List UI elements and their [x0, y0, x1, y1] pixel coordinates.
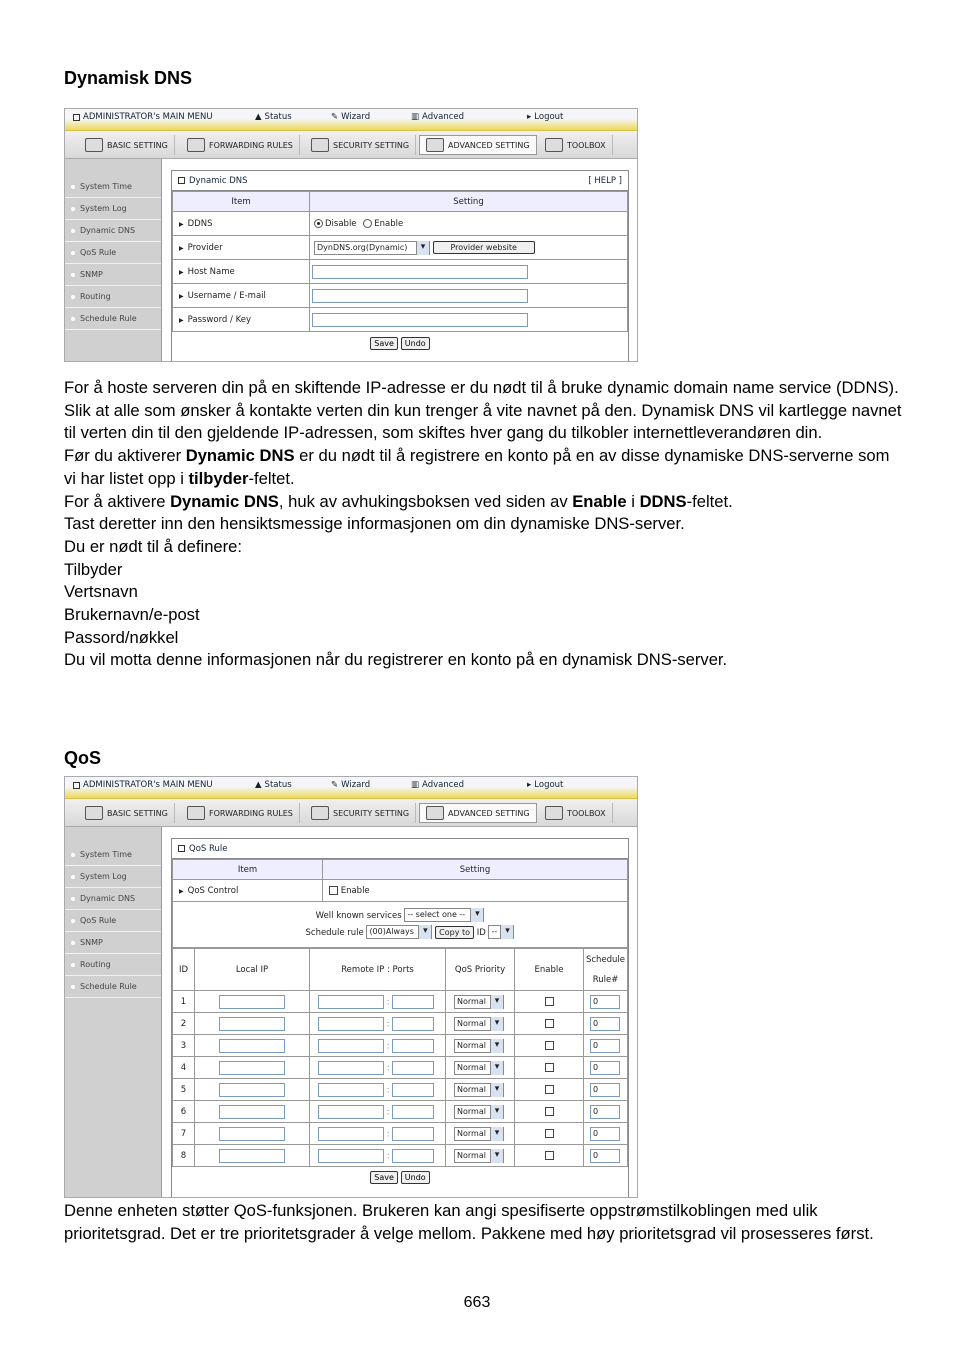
advanced-icon: ▥	[411, 112, 420, 122]
priority-select[interactable]: Normal ▾	[454, 1083, 504, 1097]
wizard-icon: ✎	[331, 112, 339, 122]
row-enable-checkbox[interactable]	[545, 1063, 554, 1072]
col-setting: Setting	[310, 192, 628, 212]
undo-button[interactable]: Undo	[401, 337, 430, 350]
basic-setting-icon	[85, 138, 103, 152]
remote-ip-input[interactable]	[318, 1105, 384, 1119]
remote-ip-input[interactable]	[318, 1039, 384, 1053]
local-ip-input[interactable]	[219, 1105, 285, 1119]
arrow-icon: ▸	[527, 780, 532, 790]
qos-screenshot	[64, 776, 638, 1198]
bullet-icon	[71, 295, 75, 299]
username-input[interactable]	[312, 289, 528, 303]
provider-row-label: ▶ Provider	[173, 236, 310, 260]
sidebar	[65, 827, 162, 1197]
ddns-screenshot	[64, 108, 638, 362]
advanced-link[interactable]: ▥ Advanced	[411, 112, 465, 122]
sidebar-item-system-time[interactable]: System Time	[65, 176, 161, 198]
tab-security-setting[interactable]: SECURITY SETTING	[305, 135, 416, 155]
toolbox-icon	[545, 138, 563, 152]
col-item: Item	[173, 860, 323, 880]
tab-forwarding-rules[interactable]: FORWARDING RULES	[181, 135, 300, 155]
rule-number-input[interactable]: 0	[590, 1039, 620, 1053]
schedule-rule-label: Schedule rule	[305, 927, 364, 938]
bullet-icon	[71, 963, 75, 967]
sidebar	[65, 159, 162, 361]
remote-port-input[interactable]	[392, 1149, 434, 1163]
logout-link[interactable]: ▸ Logout	[527, 112, 564, 122]
table-row: 8 : Normal ▾ 0	[173, 1145, 628, 1167]
bullet-icon	[71, 185, 75, 189]
ddns-table: Item Setting ▶ DDNS Disable Enable ▶ Provider DynDNS.org(Dynamic) ▾ Provider website ▶ Host Name ▶ Username / E-mail ▶ Password / Key	[172, 191, 628, 332]
arrow-icon: ▶	[179, 887, 184, 895]
rule-number-input[interactable]: 0	[590, 1017, 620, 1031]
col-remote: Remote IP : Ports	[310, 949, 446, 991]
status-link[interactable]: ▲ Status	[255, 112, 292, 122]
sidebar-item-routing[interactable]: Routing	[65, 954, 161, 976]
menu-icon	[73, 114, 80, 121]
ddns-panel-title: Dynamic DNS [ HELP ]	[172, 171, 628, 191]
provider-select[interactable]: DynDNS.org(Dynamic) ▾	[314, 241, 430, 255]
remote-port-input[interactable]	[392, 1083, 434, 1097]
qos-control-table: Item Setting ▶ QoS Control Enable Well known services -- select one -- ▾ Schedule rule (00)Always ▾ Copy to ID -- ▾	[172, 859, 628, 948]
remote-port-input[interactable]	[392, 1105, 434, 1119]
help-link[interactable]: [ HELP ]	[588, 175, 622, 186]
save-button[interactable]: Save	[370, 1171, 398, 1184]
ddns-row-label: ▶ DDNS	[173, 212, 310, 236]
col-item: Item	[173, 192, 310, 212]
sidebar-item-dynamic-dns[interactable]: Dynamic DNS	[65, 220, 161, 242]
status-icon: ▲	[255, 112, 262, 122]
section-heading-ddns: Dynamisk DNS	[64, 68, 193, 88]
logout-link[interactable]: ▸ Logout	[527, 780, 564, 790]
remote-port-input[interactable]	[392, 995, 434, 1009]
well-known-select[interactable]: -- select one -- ▾	[404, 908, 484, 922]
arrow-icon: ▸	[527, 112, 532, 122]
row-enable-checkbox[interactable]	[545, 1151, 554, 1160]
tab-advanced-setting[interactable]: ADVANCED SETTING	[419, 135, 537, 155]
menu-icon	[73, 782, 80, 789]
tab-advanced-setting[interactable]: ADVANCED SETTING	[419, 803, 537, 823]
sidebar-item-schedule-rule[interactable]: Schedule Rule	[65, 308, 161, 330]
bullet-icon	[71, 941, 75, 945]
sidebar-item-schedule-rule[interactable]: Schedule Rule	[65, 976, 161, 998]
local-ip-input[interactable]	[219, 1149, 285, 1163]
row-id: 2	[173, 1013, 195, 1035]
row-enable-checkbox[interactable]	[545, 1019, 554, 1028]
sidebar-item-qos-rule[interactable]: QoS Rule	[65, 242, 161, 264]
password-label: ▶ Password / Key	[173, 308, 310, 332]
col-setting: Setting	[323, 860, 628, 880]
arrow-icon: ▶	[179, 292, 184, 300]
tab-basic-setting[interactable]: BASIC SETTING	[79, 135, 175, 155]
local-ip-input[interactable]	[219, 1127, 285, 1141]
priority-select[interactable]: Normal ▾	[454, 995, 504, 1009]
row-enable-checkbox[interactable]	[545, 1107, 554, 1116]
qos-panel-title: QoS Rule	[172, 839, 628, 859]
save-button[interactable]: Save	[370, 337, 398, 350]
panel-icon	[178, 177, 185, 184]
main-menu-link[interactable]: ADMINISTRATOR's MAIN MENU	[73, 112, 213, 122]
remote-ip-input[interactable]	[318, 1017, 384, 1031]
tab-bar	[65, 131, 637, 159]
main-menu-bar	[65, 109, 637, 131]
forwarding-icon	[187, 806, 205, 820]
bullet-icon	[71, 919, 75, 923]
undo-button[interactable]: Undo	[401, 1171, 430, 1184]
row-enable-checkbox[interactable]	[545, 997, 554, 1006]
advanced-setting-icon	[426, 806, 444, 820]
row-enable-checkbox[interactable]	[545, 1129, 554, 1138]
toolbox-icon	[545, 806, 563, 820]
sidebar-item-snmp[interactable]: SNMP	[65, 264, 161, 286]
sidebar-item-dynamic-dns[interactable]: Dynamic DNS	[65, 888, 161, 910]
forwarding-icon	[187, 138, 205, 152]
arrow-icon: ▶	[179, 268, 184, 276]
row-id: 8	[173, 1145, 195, 1167]
sidebar-item-routing[interactable]: Routing	[65, 286, 161, 308]
qos-control-label: ▶ QoS Control	[173, 880, 323, 902]
local-ip-input[interactable]	[219, 1061, 285, 1075]
col-local-ip: Local IP	[195, 949, 310, 991]
bullet-icon	[71, 875, 75, 879]
local-ip-input[interactable]	[219, 1017, 285, 1031]
remote-ip-input[interactable]	[318, 1149, 384, 1163]
remote-ip-input[interactable]	[318, 1127, 384, 1141]
sidebar-item-qos-rule[interactable]: QoS Rule	[65, 910, 161, 932]
main-menu-bar	[65, 777, 637, 799]
id-select[interactable]: -- ▾	[488, 925, 514, 939]
bullet-icon	[71, 229, 75, 233]
copy-to-button[interactable]: Copy to	[435, 926, 474, 939]
sidebar-item-system-log[interactable]: System Log	[65, 198, 161, 220]
qos-panel	[171, 838, 629, 1198]
priority-select[interactable]: Normal ▾	[454, 1127, 504, 1141]
host-name-label: ▶ Host Name	[173, 260, 310, 284]
col-enable: Enable	[515, 949, 584, 991]
arrow-icon: ▶	[179, 316, 184, 324]
ddns-disable-radio[interactable]	[314, 219, 323, 228]
table-row: 2 : Normal ▾ 0	[173, 1013, 628, 1035]
bullet-icon	[71, 207, 75, 211]
page-number: 663	[463, 1294, 491, 1311]
security-icon	[311, 138, 329, 152]
col-id: ID	[173, 949, 195, 991]
local-ip-input[interactable]	[219, 1039, 285, 1053]
panel-icon	[178, 845, 185, 852]
advanced-icon: ▥	[411, 780, 420, 790]
row-id: 4	[173, 1057, 195, 1079]
bullet-icon	[71, 251, 75, 255]
basic-setting-icon	[85, 806, 103, 820]
remote-port-input[interactable]	[392, 1017, 434, 1031]
tab-toolbox[interactable]: TOOLBOX	[539, 803, 613, 823]
rule-number-input[interactable]: 0	[590, 1149, 620, 1163]
remote-ip-input[interactable]	[318, 995, 384, 1009]
provider-website-button[interactable]: Provider website	[433, 241, 535, 254]
status-icon: ▲	[255, 780, 262, 790]
bullet-icon	[71, 985, 75, 989]
tab-forwarding-rules[interactable]: FORWARDING RULES	[181, 803, 300, 823]
ddns-description: For å hoste serveren din på en skiftende IP-adresse er du nødt til å bruke dynamic domain name service (DDNS). Slik at alle som ønsker å kontakte verten din kun trenger å vite navnet på den. Dynamisk DNS vil kartlegge navnet til verten din til den gjeldende IP-adressen, som skiftes hver gang du tilkobler internettleverandøren din. Før du aktiverer Dynamic DNS er du nødt til å registrere en konto på en av disse dynamiske DNS-serverne som vi har listet opp i tilbyder-feltet. For å aktivere Dynamic DNS, huk av avhukingsboksen ved siden av Enable i DDNS-feltet. Tast deretter inn den hensiktsmessige informasjonen om din dynamiske DNS-server. Du er nødt til å definere: Tilbyder Vertsnavn Brukernavn/e-post Passord/nøkkel Du vil motta denne informasjonen når du registrerer en konto på en dynamisk DNS-server.	[64, 378, 902, 670]
table-row: 5 : Normal ▾ 0	[173, 1079, 628, 1101]
table-row: 4 : Normal ▾ 0	[173, 1057, 628, 1079]
local-ip-input[interactable]	[219, 995, 285, 1009]
priority-select[interactable]: Normal ▾	[454, 1039, 504, 1053]
host-name-input[interactable]	[312, 265, 528, 279]
wizard-icon: ✎	[331, 780, 339, 790]
id-label: ID	[476, 927, 486, 938]
sidebar-item-snmp[interactable]: SNMP	[65, 932, 161, 954]
remote-port-input[interactable]	[392, 1061, 434, 1075]
section-heading-qos: QoS	[64, 748, 102, 768]
priority-select[interactable]: Normal ▾	[454, 1105, 504, 1119]
main-menu-link[interactable]: ADMINISTRATOR's MAIN MENU	[73, 780, 213, 790]
schedule-rule-select[interactable]: (00)Always ▾	[366, 925, 432, 939]
remote-ip-input[interactable]	[318, 1083, 384, 1097]
ddns-panel	[171, 170, 629, 362]
remote-port-input[interactable]	[392, 1127, 434, 1141]
wizard-link[interactable]: ✎ Wizard	[331, 112, 371, 122]
row-id: 6	[173, 1101, 195, 1123]
security-icon	[311, 806, 329, 820]
sidebar-item-system-log[interactable]: System Log	[65, 866, 161, 888]
table-row: 3 : Normal ▾ 0	[173, 1035, 628, 1057]
table-row: 1 : Normal ▾ 0	[173, 991, 628, 1013]
priority-select[interactable]: Normal ▾	[454, 1061, 504, 1075]
tab-basic-setting[interactable]: BASIC SETTING	[79, 803, 175, 823]
qos-rules-table	[172, 948, 628, 1167]
bullet-icon	[71, 273, 75, 277]
status-link[interactable]: ▲ Status	[255, 780, 292, 790]
sidebar-item-system-time[interactable]: System Time	[65, 844, 161, 866]
tab-toolbox[interactable]: TOOLBOX	[539, 135, 613, 155]
arrow-icon: ▶	[179, 220, 184, 228]
qos-description: Denne enheten støtter QoS-funksjonen. Brukeren kan angi spesifiserte oppstrømstilkoblingen med ulik prioritetsgrad. Det er tre prioritetsgrader å velge mellom. Pakkene med høy prioritetsgrad vil prosesseres først.	[64, 1201, 874, 1243]
rule-number-input[interactable]: 0	[590, 995, 620, 1009]
well-known-label: Well known services	[315, 910, 402, 921]
table-row: 6 : Normal ▾ 0	[173, 1101, 628, 1123]
row-id: 3	[173, 1035, 195, 1057]
rule-number-input[interactable]: 0	[590, 1083, 620, 1097]
row-enable-checkbox[interactable]	[545, 1041, 554, 1050]
rule-number-input[interactable]: 0	[590, 1127, 620, 1141]
qos-enable-checkbox[interactable]	[329, 886, 338, 895]
row-enable-checkbox[interactable]	[545, 1085, 554, 1094]
advanced-link[interactable]: ▥ Advanced	[411, 780, 465, 790]
local-ip-input[interactable]	[219, 1083, 285, 1097]
table-row: 7 : Normal ▾ 0	[173, 1123, 628, 1145]
remote-port-input[interactable]	[392, 1039, 434, 1053]
arrow-icon: ▶	[179, 244, 184, 252]
row-id: 1	[173, 991, 195, 1013]
wizard-link[interactable]: ✎ Wizard	[331, 780, 371, 790]
priority-select[interactable]: Normal ▾	[454, 1017, 504, 1031]
ddns-enable-radio[interactable]	[363, 219, 372, 228]
tab-security-setting[interactable]: SECURITY SETTING	[305, 803, 416, 823]
bullet-icon	[71, 853, 75, 857]
col-schedule: Schedule Rule#	[584, 949, 628, 991]
rule-number-input[interactable]: 0	[590, 1061, 620, 1075]
priority-select[interactable]: Normal ▾	[454, 1149, 504, 1163]
remote-ip-input[interactable]	[318, 1061, 384, 1075]
row-id: 5	[173, 1079, 195, 1101]
tab-bar	[65, 799, 637, 827]
rule-number-input[interactable]: 0	[590, 1105, 620, 1119]
bullet-icon	[71, 317, 75, 321]
password-input[interactable]	[312, 313, 528, 327]
col-priority: QoS Priority	[446, 949, 515, 991]
bullet-icon	[71, 897, 75, 901]
row-id: 7	[173, 1123, 195, 1145]
username-label: ▶ Username / E-mail	[173, 284, 310, 308]
advanced-setting-icon	[426, 138, 444, 152]
